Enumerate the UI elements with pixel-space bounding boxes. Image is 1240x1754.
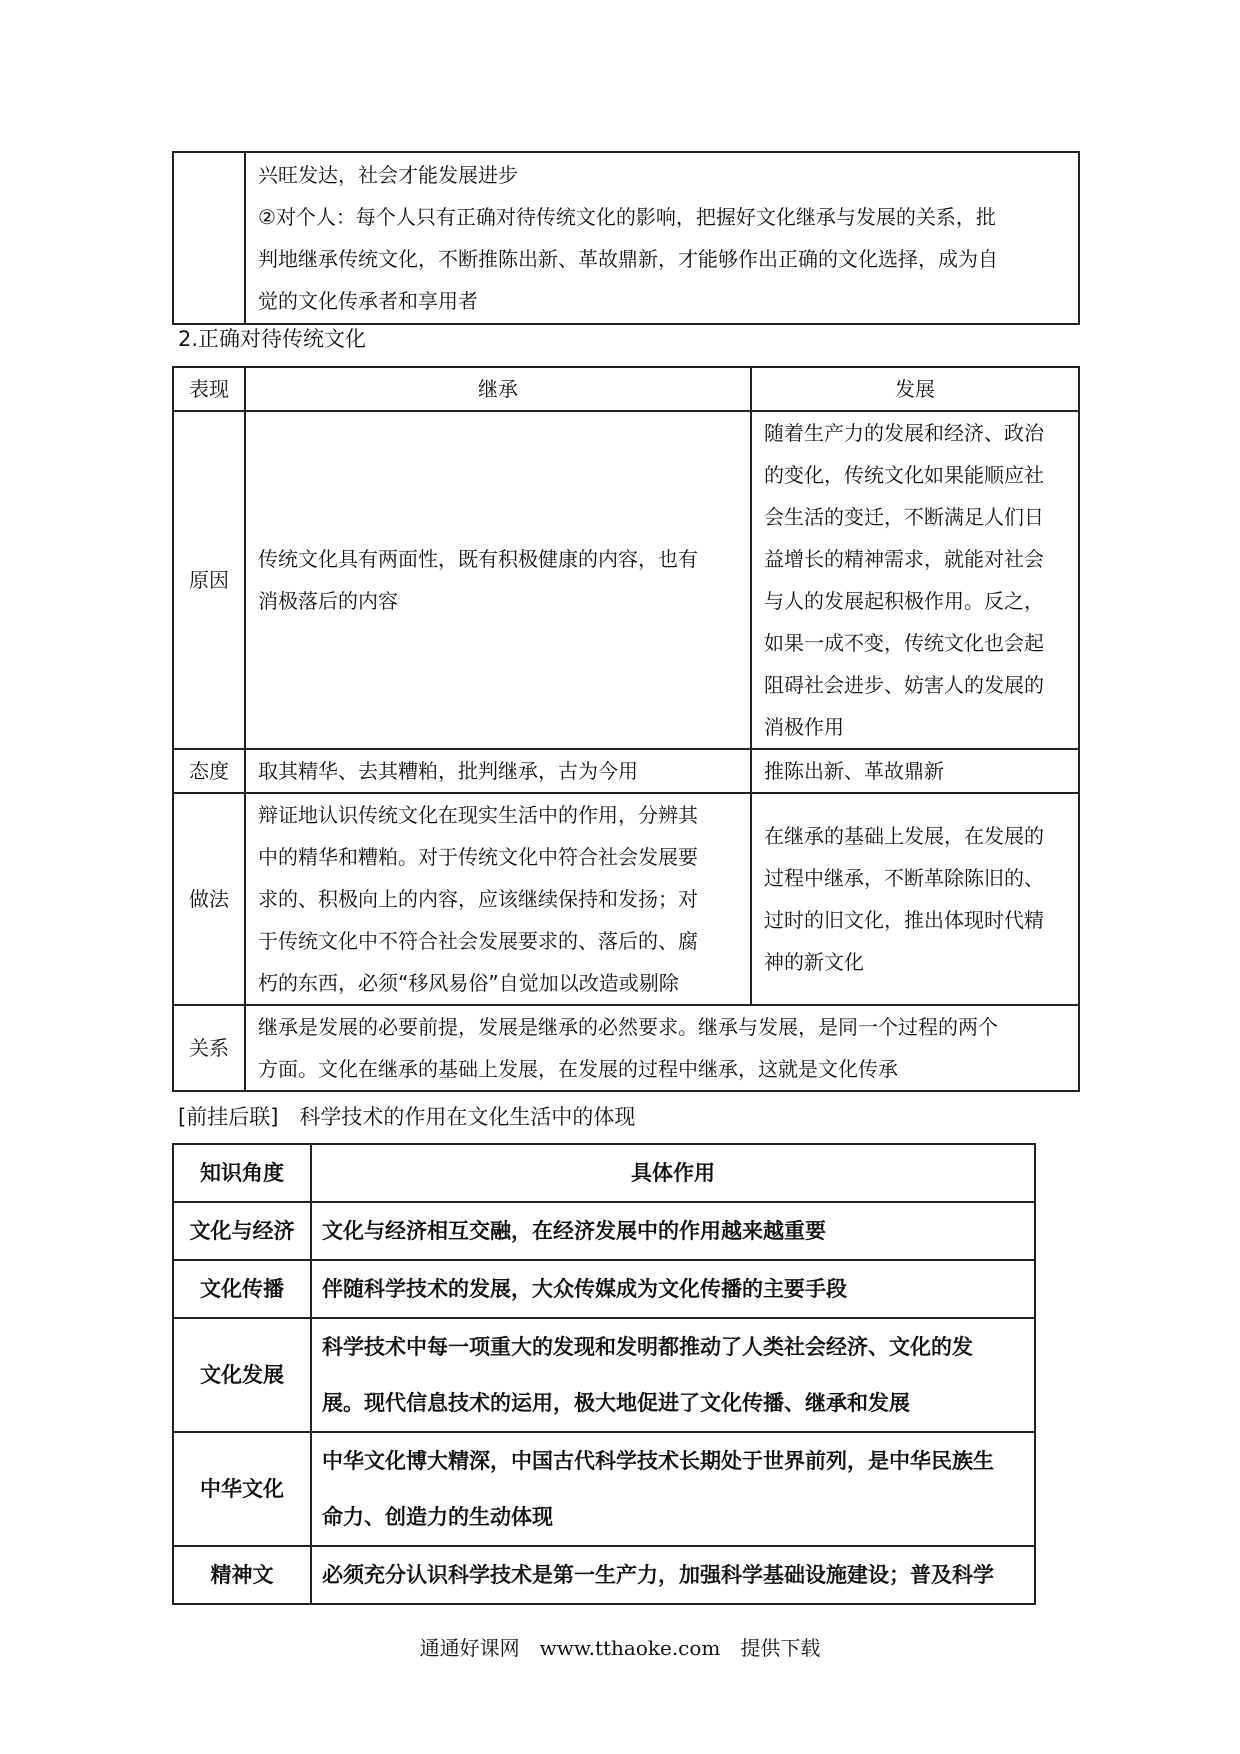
header-cell: 继承 bbox=[245, 367, 751, 411]
develop-cell bbox=[751, 411, 1079, 749]
text-line: 益增长的精神需求，就能对社会 bbox=[764, 547, 1044, 571]
content-cell bbox=[245, 152, 1079, 324]
table-row bbox=[173, 793, 1079, 1005]
row-label: 关系 bbox=[173, 1005, 245, 1091]
text-line: 如果一成不变，传统文化也会起 bbox=[764, 631, 1044, 655]
text-line: 取其精华、去其糟粕，批判继承，古为今用 bbox=[258, 759, 638, 783]
row-label: 中华文化 bbox=[173, 1432, 311, 1546]
text-line: 方面。文化在继承的基础上发展，在发展的过程中继承，这就是文化传承 bbox=[258, 1057, 898, 1081]
row-label: 做法 bbox=[173, 793, 245, 1005]
label-cell bbox=[173, 152, 245, 324]
header-cell: 具体作用 bbox=[311, 1144, 1035, 1202]
content-cell bbox=[311, 1432, 1035, 1546]
row-label: 文化传播 bbox=[173, 1260, 311, 1318]
text-line: 科学技术中每一项重大的发现和发明都推动了人类社会经济、文化的发 bbox=[322, 1335, 973, 1359]
header-cell: 发展 bbox=[751, 367, 1079, 411]
table-row bbox=[173, 749, 1079, 793]
header-cell: 知识角度 bbox=[173, 1144, 311, 1202]
science-tech-table bbox=[172, 1143, 1036, 1605]
text-line: 求的、积极向上的内容，应该继续保持和发扬；对 bbox=[258, 887, 698, 911]
section-3-title: [前挂后联] 科学技术的作用在文化生活中的体现 bbox=[178, 1105, 636, 1129]
section-2-title: 2.正确对待传统文化 bbox=[178, 327, 367, 351]
text-line: 随着生产力的发展和经济、政治 bbox=[764, 421, 1044, 445]
traditional-culture-table bbox=[172, 366, 1080, 1092]
text-line: 在继承的基础上发展，在发展的 bbox=[764, 824, 1044, 848]
table-row bbox=[173, 1546, 1035, 1604]
content-cell bbox=[311, 1260, 1035, 1318]
table-row bbox=[173, 1318, 1035, 1432]
text-line: 展。现代信息技术的运用，极大地促进了文化传播、继承和发展 bbox=[322, 1391, 910, 1415]
text-line: 辩证地认识传统文化在现实生活中的作用，分辨其 bbox=[258, 803, 698, 827]
row-label: 原因 bbox=[173, 411, 245, 749]
develop-cell bbox=[751, 749, 1079, 793]
content-cell bbox=[311, 1546, 1035, 1604]
header-row bbox=[173, 367, 1079, 411]
text-line: 兴旺发达，社会才能发展进步 bbox=[258, 163, 518, 187]
text-line: 于传统文化中不符合社会发展要求的、落后的、腐 bbox=[258, 929, 698, 953]
footer-watermark: 通通好课网 www.tthaoke.com 提供下载 bbox=[419, 1636, 821, 1660]
text-line: 中华文化博大精深，中国古代科学技术长期处于世界前列，是中华民族生 bbox=[322, 1449, 994, 1473]
header-row bbox=[173, 1144, 1035, 1202]
continuation-table bbox=[172, 151, 1080, 325]
row-label: 文化发展 bbox=[173, 1318, 311, 1432]
text-line: 的变化，传统文化如果能顺应社 bbox=[764, 463, 1044, 487]
text-line: 传统文化具有两面性，既有积极健康的内容，也有 bbox=[258, 547, 698, 571]
text-line: 继承是发展的必要前提，发展是继承的必然要求。继承与发展，是同一个过程的两个 bbox=[258, 1015, 998, 1039]
text-line: 中的精华和糟粕。对于传统文化中符合社会发展要 bbox=[258, 845, 698, 869]
text-line: 阻碍社会进步、妨害人的发展的 bbox=[764, 673, 1044, 697]
table-row bbox=[173, 411, 1079, 749]
relation-cell bbox=[245, 1005, 1079, 1091]
text-line: ②对个人：每个人只有正确对待传统文化的影响，把握好文化继承与发展的关系，批 bbox=[258, 205, 996, 229]
table-row bbox=[173, 1432, 1035, 1546]
text-line: 朽的东西，必须“移风易俗”自觉加以改造或剔除 bbox=[258, 971, 679, 995]
inherit-cell bbox=[245, 749, 751, 793]
inherit-cell bbox=[245, 793, 751, 1005]
row-label: 态度 bbox=[173, 749, 245, 793]
text-line: 觉的文化传承者和享用者 bbox=[258, 289, 478, 313]
text-line: 必须充分认识科学技术是第一生产力，加强科学基础设施建设；普及科学 bbox=[322, 1563, 994, 1587]
inherit-cell bbox=[245, 411, 751, 749]
text-line: 命力、创造力的生动体现 bbox=[322, 1505, 553, 1529]
row-label: 精神文 bbox=[173, 1546, 311, 1604]
text-line: 与人的发展起积极作用。反之， bbox=[764, 589, 1044, 613]
develop-cell bbox=[751, 793, 1079, 1005]
row-label: 文化与经济 bbox=[173, 1202, 311, 1260]
text-line: 判地继承传统文化，不断推陈出新、革故鼎新，才能够作出正确的文化选择，成为自 bbox=[258, 247, 998, 271]
text-line: 会生活的变迁，不断满足人们日 bbox=[764, 505, 1044, 529]
table-row bbox=[173, 152, 1079, 324]
table-row bbox=[173, 1202, 1035, 1260]
table-row bbox=[173, 1005, 1079, 1091]
text-line: 过程中继承，不断革除陈旧的、 bbox=[764, 866, 1044, 890]
content-cell bbox=[311, 1318, 1035, 1432]
text-line: 文化与经济相互交融，在经济发展中的作用越来越重要 bbox=[322, 1219, 826, 1243]
text-line: 伴随科学技术的发展，大众传媒成为文化传播的主要手段 bbox=[322, 1277, 847, 1301]
content-cell bbox=[311, 1202, 1035, 1260]
header-cell: 表现 bbox=[173, 367, 245, 411]
text-line: 消极落后的内容 bbox=[258, 589, 398, 613]
text-line: 过时的旧文化，推出体现时代精 bbox=[764, 908, 1044, 932]
text-line: 神的新文化 bbox=[764, 950, 864, 974]
text-line: 推陈出新、革故鼎新 bbox=[764, 759, 944, 783]
text-line: 消极作用 bbox=[764, 715, 844, 739]
table-row bbox=[173, 1260, 1035, 1318]
